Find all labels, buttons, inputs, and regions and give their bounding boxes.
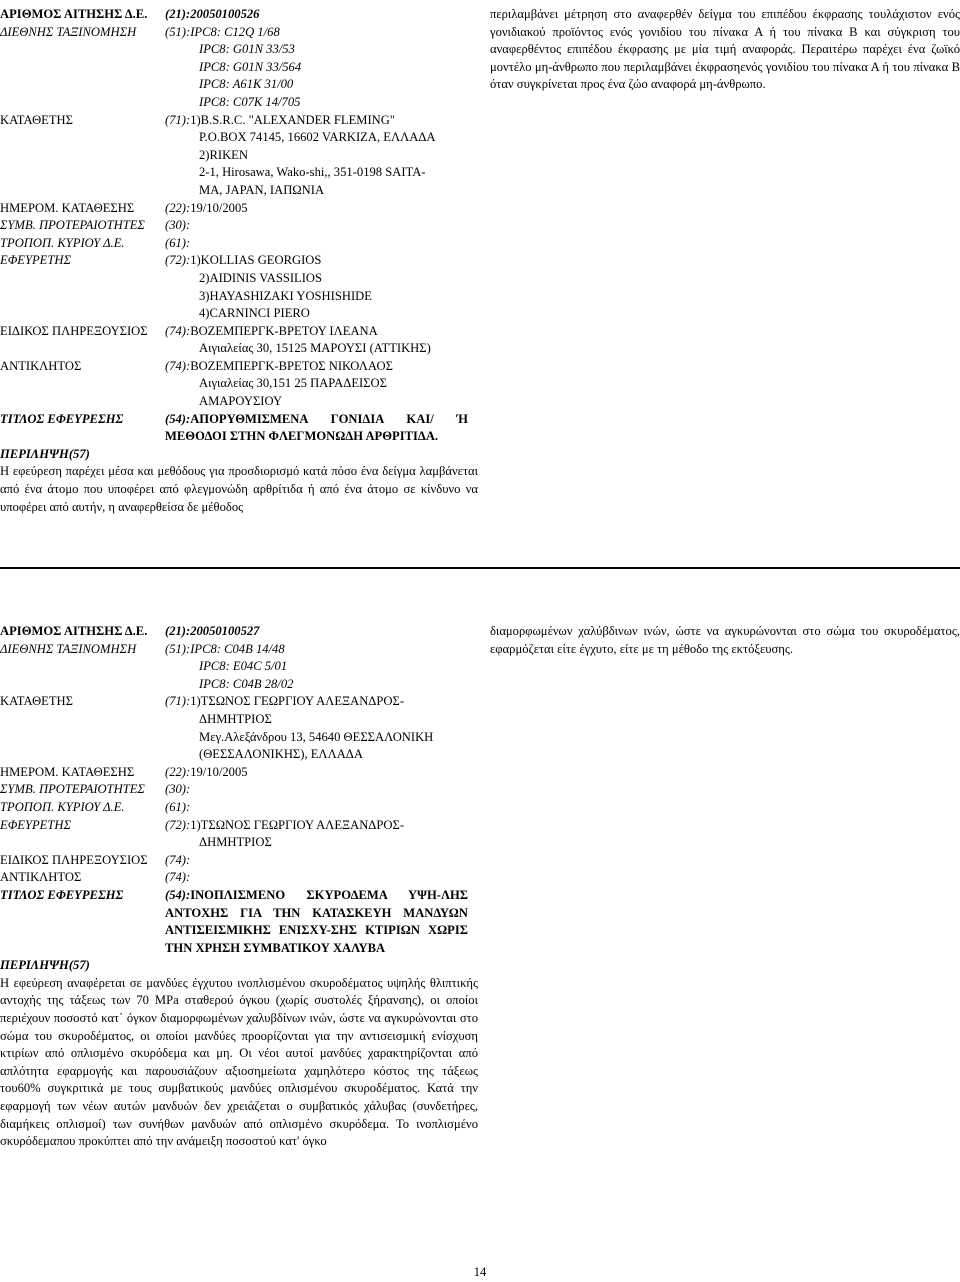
inventors-label: ΕΦΕΥΡΕΤΗΣ [0,817,71,832]
inventors-row [0,252,478,322]
priority-label: ΣΥΜΒ. ΠΡΟΤΕΡΑΙΟΤΗΤΕΣ [0,218,145,233]
special-agent-line: ΒΟΖΕΜΠΕΡΓΚ-ΒΡΕΤΟΥ ΙΛΕΑΝΑ [190,323,378,338]
title-code: (54): [165,887,191,902]
modification-label: ΤΡΟΠΟΠ. ΚΥΡΙΟΥ Δ.Ε. [0,235,125,250]
modification-code: (61): [165,235,191,250]
special-agent-code: (74): [165,323,191,338]
modification-row [0,235,478,253]
application-number-row [0,6,478,24]
ipc-line: IPC8: G01N 33/53 [199,42,295,57]
applicant-code: (71): [165,112,191,127]
application-number-code: (21): [165,7,191,21]
applicant-code: (71): [165,694,191,709]
special-agent-row [0,852,478,870]
title-label: ΤΙΤΛΟΣ ΕΦΕΥΡΕΣΗΣ [0,887,124,902]
entry-2-left-column [0,623,478,1151]
filing-date-code: (22): [165,764,191,779]
inventor-line: ΔΗΜΗΤΡΙΟΣ [199,835,272,850]
filing-date-value: 19/10/2005 [190,764,248,779]
inventors-label: ΕΦΕΥΡΕΤΗΣ [0,253,71,268]
filing-date-label: ΗΜΕΡΟΜ. ΚΑΤΑΘΕΣΗΣ [0,200,135,215]
application-number-value: 20050100527 [190,624,260,638]
invention-title: ΙΝΟΠΛΙΣΜΕΝΟ ΣΚΥΡΟΔΕΜΑ ΥΨΗ-ΛΗΣ ΑΝΤΟΧΗΣ ΓΙΑ ΤΗΝ ΚΑΤΑΣΚΕΥΗ ΜΑΝΔΥΩΝ ΑΝΤΙΣΕΙΣΜΙΚΗΣ ΕΝΙΣΧΥ-ΣΗΣ ΚΤΙΡΙΩΝ ΧΩΡΙΣ ΤΗΝ ΧΡΗΣΗ ΣΥΜΒΑΤΙΚΟΥ ΧΑΛΥΒΑ [165,887,468,955]
inventors-code: (72): [165,253,191,268]
applicant-row [0,693,478,763]
application-number-label: ΑΡΙΘΜΟΣ ΑΙΤΗΣΗΣ Δ.Ε. [0,624,148,638]
priority-label: ΣΥΜΒ. ΠΡΟΤΕΡΑΙΟΤΗΤΕΣ [0,782,145,797]
abstract-heading: ΠΕΡΙΛΗΨΗ(57) [0,446,90,461]
priority-code: (30): [165,782,191,797]
applicant-line: Μεγ.Αλεξάνδρου 13, 54640 ΘΕΣΣΑΛΟΝΙΚΗ [199,729,434,744]
inventor-line: 1)KOLLIAS GEORGIOS [190,253,322,268]
ipc-line: IPC8: C07K 14/705 [199,94,301,109]
modification-code: (61): [165,799,191,814]
representative-code: (74): [165,358,191,373]
representative-line: Αιγιαλείας 30,151 25 ΠΑΡΑΔΕΙΣΟΣ [199,376,387,391]
inventor-line: 4)CARNINCI PIERO [199,306,310,321]
ipc-line: IPC8: G01N 33/564 [199,59,302,74]
application-number-code: (21): [165,624,191,638]
modification-row [0,799,478,817]
special-agent-label: ΕΙΔΙΚΟΣ ΠΛΗΡΕΞΟΥΣΙΟΣ [0,323,148,338]
entry-separator [0,567,960,569]
ipc-row [0,641,478,694]
inventor-line: 1)ΤΣΩΝΟΣ ΓΕΩΡΓΙΟΥ ΑΛΕΞΑΝΔΡΟΣ- [190,817,405,832]
application-number-value: 20050100526 [190,7,260,21]
filing-date-label: ΗΜΕΡΟΜ. ΚΑΤΑΘΕΣΗΣ [0,764,135,779]
applicant-row [0,112,478,200]
special-agent-line: Αιγιαλείας 30, 15125 ΜΑΡΟΥΣΙ (ΑΤΤΙΚΗΣ) [199,341,431,356]
applicant-label: ΚΑΤΑΘΕΤΗΣ [0,694,73,709]
representative-row [0,869,478,887]
entry-1-left-column [0,6,478,516]
priority-row [0,217,478,235]
ipc-line: IPC8: C04B 28/02 [199,676,294,691]
ipc-line: IPC8: E04C 5/01 [199,659,288,674]
applicant-line: (ΘΕΣΣΑΛΟΝΙΚΗΣ), ΕΛΛΑΔΑ [199,747,363,762]
priority-code: (30): [165,218,191,233]
representative-label: ΑΝΤΙΚΛΗΤΟΣ [0,358,82,373]
ipc-line: IPC8: C04B 14/48 [190,641,285,656]
representative-line: ΒΟΖΕΜΠΕΡΓΚ-ΒΡΕΤΟΣ ΝΙΚΟΛΑΟΣ [190,358,393,373]
application-number-label: ΑΡΙΘΜΟΣ ΑΙΤΗΣΗΣ Δ.Ε. [0,7,148,21]
ipc-label: ΔΙΕΘΝΗΣ ΤΑΞΙΝΟΜΗΣΗ [0,24,137,39]
applicant-line: P.O.BOX 74145, 16602 VARKIZA, ΕΛΛΑΔΑ [199,130,436,145]
representative-line: ΑΜΑΡΟΥΣΙΟΥ [199,394,283,409]
application-number-row [0,623,478,641]
ipc-line: IPC8: C12Q 1/68 [190,24,280,39]
applicant-line: 1)B.S.R.C. "ALEXANDER FLEMING" [190,112,395,127]
inventors-row [0,817,478,852]
modification-label: ΤΡΟΠΟΠ. ΚΥΡΙΟΥ Δ.Ε. [0,799,125,814]
filing-date-row [0,764,478,782]
representative-row [0,358,478,411]
ipc-label: ΔΙΕΘΝΗΣ ΤΑΞΙΝΟΜΗΣΗ [0,641,137,656]
ipc-line: IPC8: A61K 31/00 [199,77,294,92]
special-agent-row [0,323,478,358]
abstract-text-right: περιλαμβάνει μέτρηση στο αναφερθέν δείγμα του επιπέδου έκφρασης τουλάχιστον ενός γονιδιακού προϊόντος ενός γονιδίου του πίνακα Α ή του πίνακα Β και σύγκριση του αναφερθέντος επιπέδου έκφρασης με μία τιμή αναφοράς. Περαιτέρω παρέχει ένα ζωϊκό μοντέλο μη-άνθρωπο που περιλαμβάνει έκφρασηενός γονιδίου του πίνακα Α ή του πίνακα Β όταν συγκρίνεται προς ένα ζώο αναφορά μη-άνθρωπο. [490,7,960,92]
applicant-label: ΚΑΤΑΘΕΤΗΣ [0,112,73,127]
applicant-line: ΔΗΜΗΤΡΙΟΣ [199,711,272,726]
abstract-text-right: διαμορφωμένων χαλύβδινων ινών, ώστε να αγκυρώνονται στο σώμα του σκυροδέματος, εφαρμόζεται είτε έγχυτο, είτε με τη μέθοδο της εκτόξευσης. [490,624,960,656]
abstract-text-left: Η εφεύρεση παρέχει μέσα και μεθόδους για προσδιορισμό κατά πόσο ένα δείγμα λαμβάνεται από ένα άτομο που υποφέρει από φλεγμονώδη αρθρίτιδα ή από ένα άτομο σε κίνδυνο να υποφέρει από αυτήν, η αναφερθείσα δε μέθοδος [0,464,478,514]
applicant-line: 2)RIKEN [199,147,248,162]
ipc-row [0,24,478,112]
abstract-heading: ΠΕΡΙΛΗΨΗ(57) [0,958,90,973]
title-label: ΤΙΤΛΟΣ ΕΦΕΥΡΕΣΗΣ [0,411,124,426]
ipc-code: (51): [165,641,191,656]
applicant-line: MA, JAPAN, ΙΑΠΩΝΙΑ [199,182,325,197]
special-agent-label: ΕΙΔΙΚΟΣ ΠΛΗΡΕΞΟΥΣΙΟΣ [0,852,148,867]
filing-date-code: (22): [165,200,191,215]
page-number: 14 [473,1265,487,1279]
special-agent-code: (74): [165,852,191,867]
priority-row [0,781,478,799]
representative-label: ΑΝΤΙΚΛΗΤΟΣ [0,870,82,885]
filing-date-row [0,200,478,218]
representative-code: (74): [165,870,191,885]
title-code: (54): [165,411,191,426]
invention-title: ΑΠΟΡΥΘΜΙΣΜΕΝΑ ΓΟΝΙΔΙΑ ΚΑΙ/ Ή ΜΕΘΟΔΟΙ ΣΤΗΝ ΦΛΕΓΜΟΝΩΔΗ ΑΡΘΡΙΤΙΔΑ. [165,411,468,444]
title-row [0,887,478,957]
inventor-line: 2)AIDINIS VASSILIOS [199,270,323,285]
title-row [0,411,478,446]
filing-date-value: 19/10/2005 [190,200,248,215]
ipc-code: (51): [165,24,191,39]
inventors-code: (72): [165,817,191,832]
abstract-text-left: Η εφεύρεση αναφέρεται σε μανδύες έγχυτου ινοπλισμένου σκυροδέματος υψηλής θλιπτικής αντοχής της τάξεως των 70 MPa σταθερού όγκου (χωρίς συστολές ξήρανσης), οι οποίοι περιέχουν ποσοστό κατ΄ όγκον διαμορφωμένων χαλυβδίνων ινών, ώστε να αγκυρώνονται στο σώμα του σκυροδέματος, οι οποίοι μανδύες προορίζονται για την αντισεισμική ενίσχυση κτιρίων από οπλισμένο σκυρόδεμα και μη. Οι νέοι αυτοί μανδύες χαρακτηρίζονται από απλότητα εφαρμογής και παρουσιάζουν αξιοσημείωτα χαμηλότερο κόστος της τάξεως του60% συγκριτικά με τους συμβατικούς μανδύες οπλισμένου σκυροδέματος. Κατά την εφαρμογή των νέων αυτών μανδυών δεν χρειάζεται ο συμβατικός χάλυβας (συνδετήρες, διαμήκεις οπλισμοί) των συνήθων μανδυών από οπλισμένο σκυρόδεμα. Το ινοπλισμένο σκυρόδεμαπου προκύπτει από την ανάμειξη ποσοστού κατ' όγκο [0,975,478,1149]
applicant-line: 2-1, Hirosawa, Wako-shi,, 351-0198 SAITA- [199,165,426,180]
inventor-line: 3)HAYASHIZAKI YOSHISHIDE [199,288,372,303]
applicant-line: 1)ΤΣΩΝΟΣ ΓΕΩΡΓΙΟΥ ΑΛΕΞΑΝΔΡΟΣ- [190,694,405,709]
